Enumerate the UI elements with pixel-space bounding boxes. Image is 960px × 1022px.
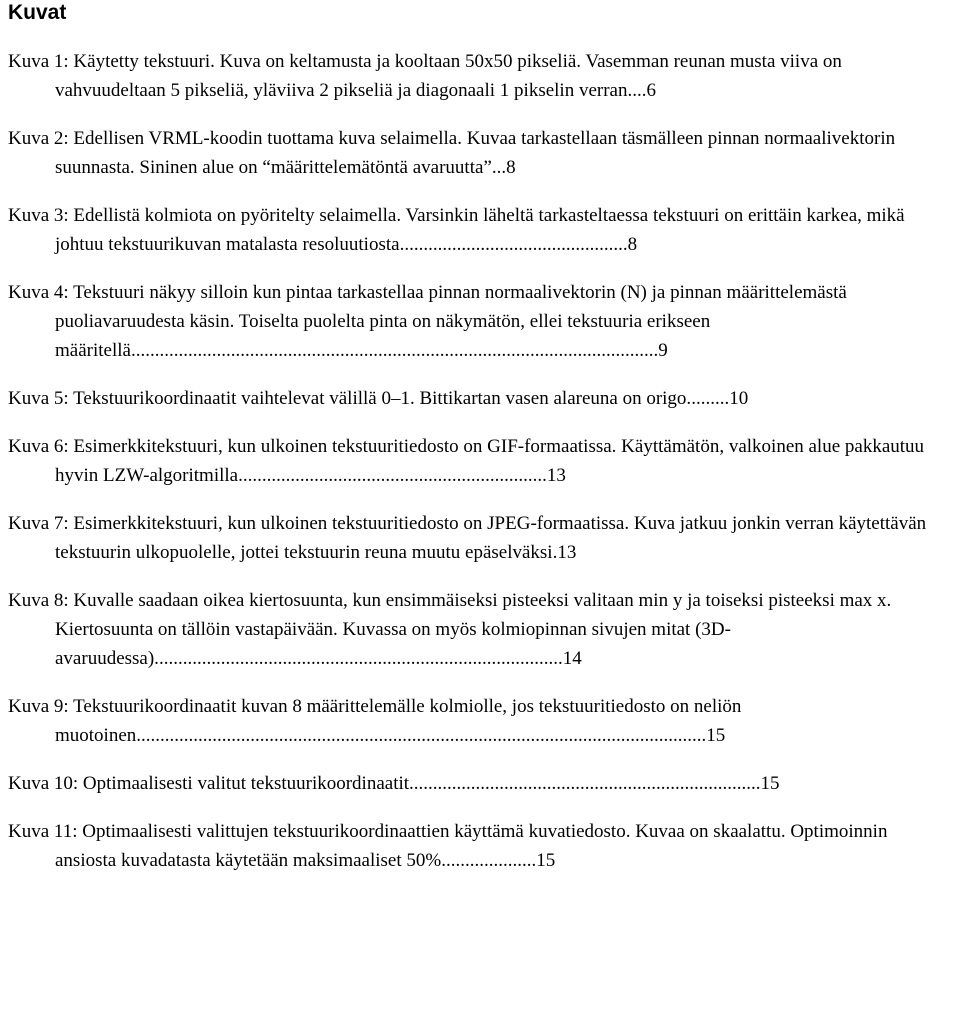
figure-entry-4[interactable] [8,278,952,365]
page-number: 15 [706,725,726,746]
figure-entry-text: Kuva 1: Käytetty tekstuuri. Kuva on keltamusta ja kooltaan 50x50 pikseliä. Vasemman reunan musta viiva on vahvuudeltaan 5 pikseliä, yläviiva 2 pikseliä ja diagonaali 1 pikselin verran. [8,51,842,101]
leader-dots: .............................................................................................................. [135,340,659,361]
figure-list [8,47,952,875]
page-number: 8 [506,157,516,178]
figure-entry-7[interactable] [8,509,952,567]
figure-entry-text: Kuva 11: Optimaalisesti valittujen tekstuurikoordinaattien käyttämä kuvatiedosto. Kuvaa on skaalattu. Optimoinnin ansiosta kuvadatasta käytetään maksimaaliset 50%. [8,821,888,871]
figure-entry-6[interactable] [8,432,952,490]
figure-entry-10[interactable] [8,769,952,798]
figure-entry-text: Kuva 7: Esimerkkitekstuuri, kun ulkoinen tekstuuritiedosto on JPEG-formaatissa. Kuva jatkuu jonkin verran käytettävän tekstuurin ulkopuolelle, jottei tekstuurin reuna muutu epäselväksi. [8,513,927,563]
leader-dots: ..................................................................................... [158,648,563,669]
figure-entry-5[interactable] [8,384,952,413]
figure-entry-11[interactable] [8,817,952,875]
figure-entry-9[interactable] [8,692,952,750]
document-page [8,0,952,894]
section-heading: Kuvat [8,1,67,24]
leader-dots: ................................................................ [242,465,547,486]
figure-entry-text: Kuva 3: Edellistä kolmiota on pyöritelty selaimella. Varsinkin läheltä tarkasteltaessa tekstuuri on erittäin karkea, mikä johtuu tekstuurikuvan matalasta resoluutiosta. [8,205,905,255]
page-number: 8 [627,234,638,255]
figure-entry-text: Kuva 8: Kuvalle saadaan oikea kiertosuunta, kun ensimmäiseksi pisteeksi valitaan min y ja toiseksi pisteeksi max x. Kiertosuunta on tällöin vastapäivään. Kuvassa on myös kolmiopinnan sivujen mitat (3D-avaruudessa). [8,590,892,669]
page-number: 10 [729,388,749,409]
page-number: 6 [646,80,656,101]
figure-entry-8[interactable] [8,586,952,673]
page-number: 9 [658,340,668,361]
page-number: 14 [562,648,582,669]
figure-entry-text: Kuva 5: Tekstuurikoordinaatit vaihtelevat välillä 0–1. Bittikartan vasen alareuna on origo. [8,388,692,409]
figure-entry-text: Kuva 10: Optimaalisesti valitut tekstuurikoordinaatit. [8,773,414,794]
figure-entry-text: Kuva 9: Tekstuurikoordinaatit kuvan 8 määrittelemälle kolmiolle, jos tekstuuritiedosto on neliön muotoinen. [8,696,742,746]
figure-entry-3[interactable] [8,201,952,259]
leader-dots: ............................................... [404,234,628,255]
figure-entry-text: Kuva 2: Edellisen VRML-koodin tuottama kuva selaimella. Kuvaa tarkastellaan täsmälleen pinnan normaalivektorin suunnasta. Sininen alue on “määrittelemätöntä avaruutta” [8,128,896,178]
figure-entry-2[interactable] [8,124,952,182]
figure-entry-text: Kuva 4: Tekstuuri näkyy silloin kun pintaa tarkastellaa pinnan normaalivektorin (N) ja pinnan määrittelemästä puoliavaruudesta käsin. Toiselta puolelta pinta on näkymätön, ellei tekstuuria erikseen määritellä. [8,282,847,361]
leader-dots: ........ [691,388,730,409]
figure-entry-1[interactable] [8,47,952,105]
page-number: 15 [760,773,780,794]
leader-dots: ....................................................................................................................... [141,725,707,746]
figure-entry-text: Kuva 6: Esimerkkitekstuuri, kun ulkoinen tekstuuritiedosto on GIF-formaatissa. Käyttämätön, valkoinen alue pakkautuu hyvin LZW-algoritmilla. [8,436,925,486]
leader-dots: ... [491,157,507,178]
page-number: 13 [557,542,577,563]
page-number: 15 [536,850,556,871]
leader-dots: ......................................................................... [413,773,761,794]
page-number: 13 [546,465,566,486]
leader-dots: ... [632,80,647,101]
leader-dots: ................... [445,850,537,871]
